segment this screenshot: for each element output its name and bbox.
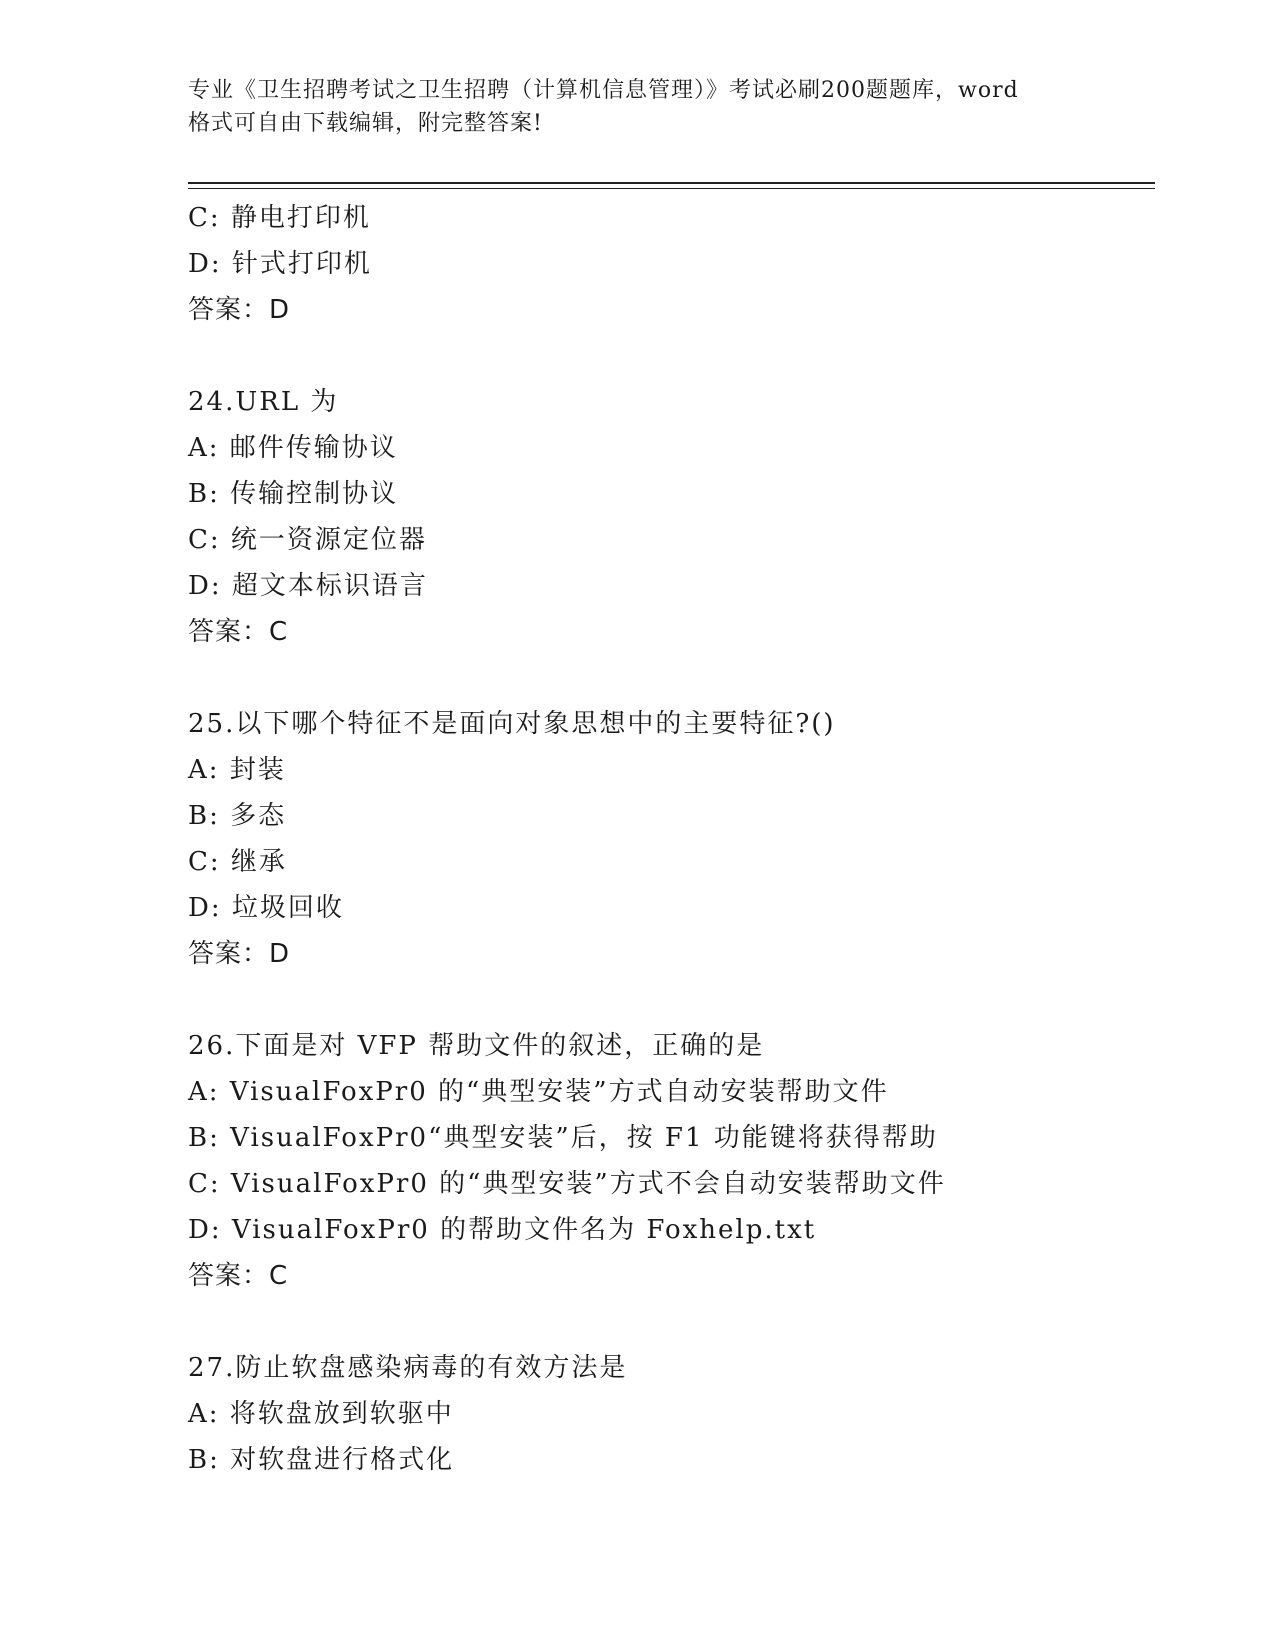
option-d: D: VisualFoxPr0 的帮助文件名为 Foxhelp.txt — [188, 1215, 817, 1245]
question-24 — [188, 379, 1155, 655]
question-26 — [188, 1023, 1155, 1299]
option-c: C: 静电打印机 — [188, 203, 371, 233]
option-b: B: 对软盘进行格式化 — [188, 1445, 455, 1475]
option-a: A: 邮件传输协议 — [188, 433, 398, 463]
answer-label: 答案：D — [188, 295, 291, 325]
spacer — [188, 655, 1155, 701]
document-page — [188, 74, 1155, 1483]
option-b: B: VisualFoxPr0“典型安装”后，按 F1 功能键将获得帮助 — [188, 1123, 938, 1153]
option-a: A: 封装 — [188, 755, 286, 785]
answer-label: 答案：C — [188, 1261, 289, 1291]
option-a: A: 将软盘放到软驱中 — [188, 1399, 454, 1429]
spacer — [188, 1299, 1155, 1345]
option-c: C: 统一资源定位器 — [188, 525, 427, 555]
document-header — [188, 74, 1088, 140]
option-c: C: VisualFoxPr0 的“典型安装”方式不会自动安装帮助文件 — [188, 1169, 946, 1199]
answer-label: 答案：C — [188, 617, 289, 647]
question-27 — [188, 1345, 1155, 1483]
question-text: 27.防止软盘感染病毒的有效方法是 — [188, 1353, 628, 1383]
option-a: A: VisualFoxPr0 的“典型安装”方式自动安装帮助文件 — [188, 1077, 889, 1107]
spacer — [188, 333, 1155, 379]
option-d: D: 超文本标识语言 — [188, 571, 428, 601]
header-line-2: 格式可自由下载编辑，附完整答案! — [188, 111, 543, 136]
question-text: 26.下面是对 VFP 帮助文件的叙述，正确的是 — [188, 1031, 765, 1061]
question-text: 24.URL 为 — [188, 387, 339, 417]
question-list — [188, 195, 1155, 1483]
spacer — [188, 977, 1155, 1023]
option-d: D: 针式打印机 — [188, 249, 372, 279]
header-divider — [188, 182, 1155, 189]
option-d: D: 垃圾回收 — [188, 893, 344, 923]
option-b: B: 多态 — [188, 801, 287, 831]
answer-label: 答案：D — [188, 939, 291, 969]
question-23-tail — [188, 195, 1155, 333]
question-25 — [188, 701, 1155, 977]
question-text: 25.以下哪个特征不是面向对象思想中的主要特征?() — [188, 709, 836, 739]
option-b: B: 传输控制协议 — [188, 479, 399, 509]
option-c: C: 继承 — [188, 847, 287, 877]
header-line-1: 专业《卫生招聘考试之卫生招聘（计算机信息管理）》考试必刷200题题库，word — [188, 78, 1019, 103]
